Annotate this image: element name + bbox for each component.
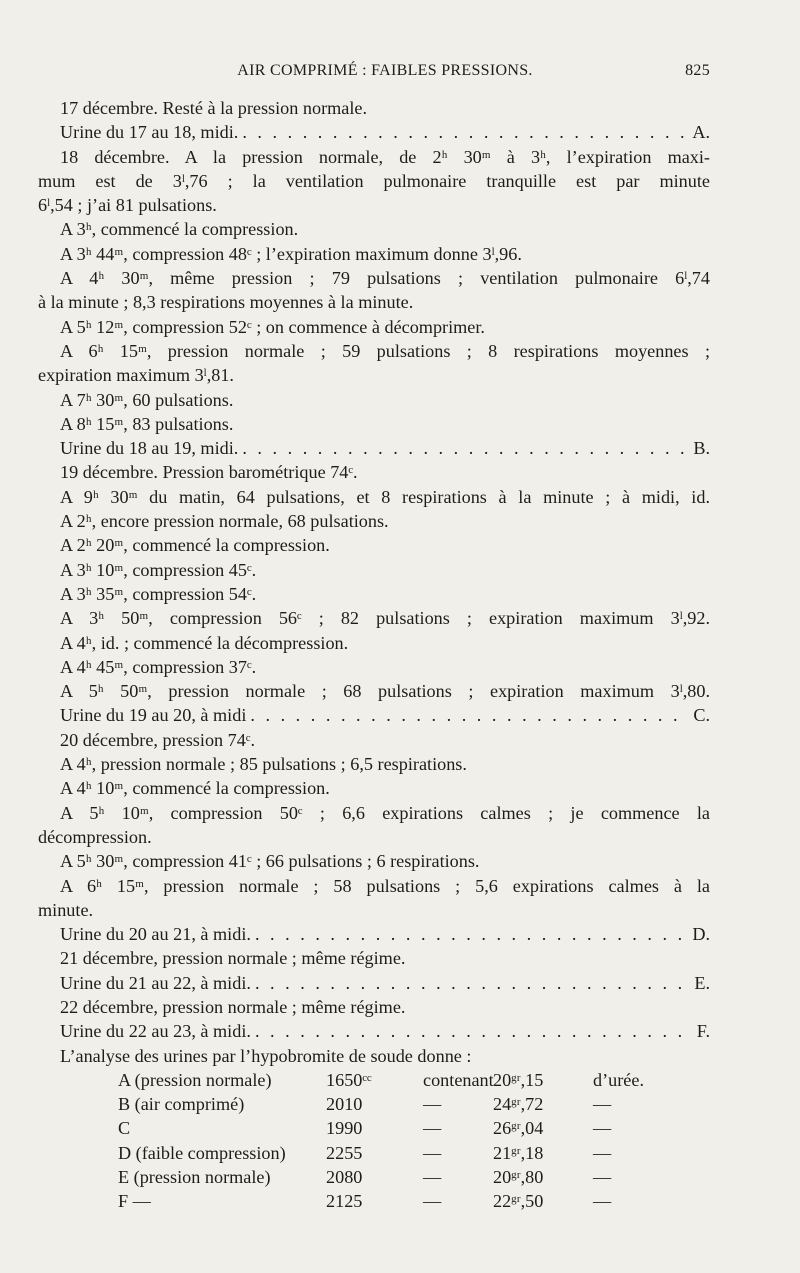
line-text: Urine du 20 au 21, à midi. xyxy=(60,924,251,945)
row-tail: — xyxy=(593,1191,612,1212)
row-label: A (pression normale) xyxy=(118,1069,272,1090)
line-text: Urine du 18 au 19, midi. xyxy=(60,438,239,459)
text-line: A 4ʰ, pression normale ; 85 pulsations ; 6,5 respirations. xyxy=(60,754,467,775)
row-uree: 20ᵍʳ,80 xyxy=(493,1167,544,1188)
text-line: 21 décembre, pression normale ; même régime. xyxy=(60,948,406,969)
text-line: A 4ʰ 45ᵐ, compression 37ᶜ. xyxy=(60,656,257,677)
row-separator: — xyxy=(423,1167,442,1188)
table-row xyxy=(38,1092,710,1116)
running-head xyxy=(60,62,710,84)
text-line: 18 décembre. A la pression normale, de 2ʰ 30ᵐ à 3ʰ, l’expiration maxi- xyxy=(60,146,710,167)
text-line: 22 décembre, pression normale ; même régime. xyxy=(60,996,406,1017)
text-line: décompression. xyxy=(38,826,152,847)
text-line: A 2ʰ 20ᵐ, commencé la compression. xyxy=(60,535,330,556)
row-tail: — xyxy=(593,1167,612,1188)
table-row xyxy=(38,1116,710,1140)
text-line: minute. xyxy=(38,899,94,920)
text-line xyxy=(38,1019,710,1043)
text-line: A 2ʰ, encore pression normale, 68 pulsations. xyxy=(60,511,389,532)
row-volume: 2010 xyxy=(326,1094,363,1115)
line-text: Urine du 19 au 20, à midi xyxy=(60,705,247,726)
urine-letter: E. xyxy=(694,972,710,993)
row-volume: 2125 xyxy=(326,1191,363,1212)
text-line xyxy=(38,922,710,946)
dot-leader xyxy=(255,971,690,995)
row-separator: contenant xyxy=(423,1069,494,1090)
row-label: F — xyxy=(118,1191,151,1212)
text-line: A 4ʰ 30ᵐ, même pression ; 79 pulsations ; ventilation pulmonaire 6ˡ,74 xyxy=(60,268,710,289)
text-line: A 5ʰ 12ᵐ, compression 52ᶜ ; on commence à décomprimer. xyxy=(60,316,485,337)
line-text: Urine du 17 au 18, midi. xyxy=(60,122,239,143)
text-line: A 5ʰ 10ᵐ, compression 50ᶜ ; 6,6 expirations calmes ; je commence la xyxy=(60,802,710,823)
row-label: B (air comprimé) xyxy=(118,1094,245,1115)
row-separator: — xyxy=(423,1191,442,1212)
row-uree: 20ᵍʳ,15 xyxy=(493,1069,544,1090)
text-line: 20 décembre, pression 74ᶜ. xyxy=(60,729,256,750)
text-line: A 4ʰ, id. ; commencé la décompression. xyxy=(60,632,349,653)
text-line xyxy=(38,436,710,460)
table-row xyxy=(38,1068,710,1092)
running-title: AIR COMPRIMÉ : FAIBLES PRESSIONS. xyxy=(237,62,533,79)
row-separator: — xyxy=(423,1118,442,1139)
row-tail: — xyxy=(593,1094,612,1115)
text-line: A 6ʰ 15ᵐ, pression normale ; 59 pulsations ; 8 respirations moyennes ; xyxy=(60,340,710,361)
row-uree: 24ᵍʳ,72 xyxy=(493,1094,544,1115)
text-line: A 4ʰ 10ᵐ, commencé la compression. xyxy=(60,778,330,799)
text-line xyxy=(38,703,710,727)
text-line: A 5ʰ 30ᵐ, compression 41ᶜ ; 66 pulsations ; 6 respirations. xyxy=(60,851,480,872)
line-text: Urine du 22 au 23, à midi. xyxy=(60,1021,251,1042)
urine-letter: B. xyxy=(693,438,710,459)
urine-letter: D. xyxy=(692,924,710,945)
text-line: A 3ʰ 10ᵐ, compression 45ᶜ. xyxy=(60,559,257,580)
text-line: A 8ʰ 15ᵐ, 83 pulsations. xyxy=(60,413,234,434)
text-line: A 7ʰ 30ᵐ, 60 pulsations. xyxy=(60,389,234,410)
row-tail: — xyxy=(593,1142,612,1163)
row-label: D (faible compression) xyxy=(118,1142,286,1163)
row-tail: d’urée. xyxy=(593,1069,644,1090)
urine-letter: C. xyxy=(693,705,710,726)
urine-letter: F. xyxy=(696,1021,710,1042)
row-uree: 22ᵍʳ,50 xyxy=(493,1191,544,1212)
row-volume: 1650ᶜᶜ xyxy=(326,1069,372,1090)
dot-leader xyxy=(250,703,689,727)
row-separator: — xyxy=(423,1142,442,1163)
row-label: C xyxy=(118,1118,131,1139)
table-row xyxy=(38,1165,710,1189)
text-line: A 6ʰ 15ᵐ, pression normale ; 58 pulsations ; 5,6 expirations calmes à la xyxy=(60,875,710,896)
text-line: L’analyse des urines par l’hypobromite de soude donne : xyxy=(60,1045,472,1066)
text-line xyxy=(38,971,710,995)
row-uree: 26ᵍʳ,04 xyxy=(493,1118,544,1139)
text-line: mum est de 3ˡ,76 ; la ventilation pulmonaire tranquille est par minute xyxy=(38,170,710,191)
dot-leader xyxy=(242,120,688,144)
text-line: A 3ʰ, commencé la compression. xyxy=(60,219,299,240)
urine-letter: A. xyxy=(692,122,710,143)
row-volume: 1990 xyxy=(326,1118,363,1139)
dot-leader xyxy=(242,436,689,460)
text-line: A 3ʰ 35ᵐ, compression 54ᶜ. xyxy=(60,583,257,604)
line-text: Urine du 21 au 22, à midi. xyxy=(60,972,251,993)
text-body xyxy=(38,96,710,1214)
row-tail: — xyxy=(593,1118,612,1139)
text-line: A 9ʰ 30ᵐ du matin, 64 pulsations, et 8 respirations à la minute ; à midi, id. xyxy=(60,486,710,507)
urine-analysis-table xyxy=(38,1068,710,1214)
row-separator: — xyxy=(423,1094,442,1115)
table-row xyxy=(38,1189,710,1213)
text-line: à la minute ; 8,3 respirations moyennes à la minute. xyxy=(38,292,414,313)
text-line: 19 décembre. Pression barométrique 74ᶜ. xyxy=(60,462,358,483)
text-line: A 3ʰ 50ᵐ, compression 56ᶜ ; 82 pulsations ; expiration maximum 3ˡ,92. xyxy=(60,608,710,629)
text-line: expiration maximum 3ˡ,81. xyxy=(38,365,234,386)
dot-leader xyxy=(255,1019,693,1043)
row-volume: 2080 xyxy=(326,1167,363,1188)
table-row xyxy=(38,1141,710,1165)
dot-leader xyxy=(255,922,688,946)
text-line: 6ˡ,54 ; j’ai 81 pulsations. xyxy=(38,195,217,216)
row-uree: 21ᵍʳ,18 xyxy=(493,1142,544,1163)
row-label: E (pression normale) xyxy=(118,1167,271,1188)
text-line: A 5ʰ 50ᵐ, pression normale ; 68 pulsations ; expiration maximum 3ˡ,80. xyxy=(60,681,710,702)
text-line: A 3ʰ 44ᵐ, compression 48ᶜ ; l’expiration maximum donne 3ˡ,96. xyxy=(60,243,522,264)
text-line: 17 décembre. Resté à la pression normale. xyxy=(60,98,368,118)
text-line xyxy=(38,120,710,144)
row-volume: 2255 xyxy=(326,1142,363,1163)
page-number: 825 xyxy=(685,62,710,79)
